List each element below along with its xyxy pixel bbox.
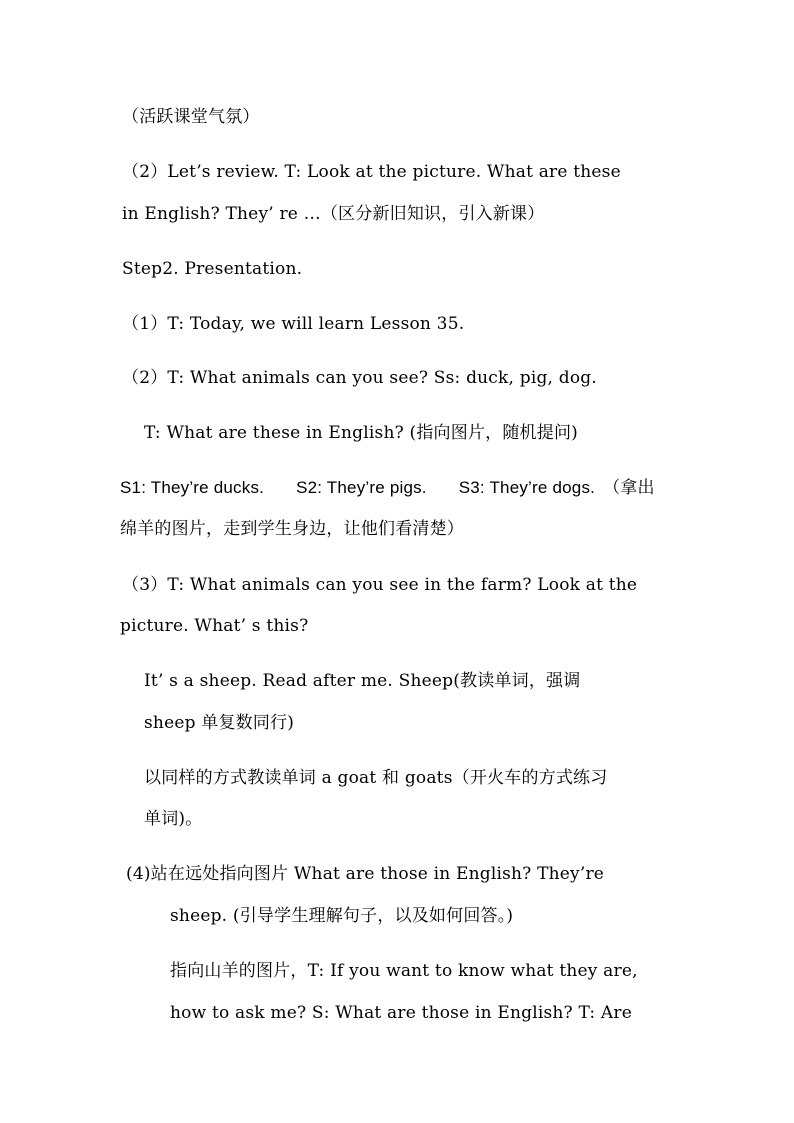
student-answer-s2: S2: They’re pigs. <box>296 478 427 497</box>
text-line-19: how to ask me? S: What are those in English? T: Are <box>170 1003 632 1023</box>
text-line-14: 以同样的方式教读单词 a goat 和 goats（开火车的方式练习 <box>144 768 608 788</box>
text-line-8 <box>120 477 655 499</box>
text-line-10: （3）T: What animals can you see in the farm? Look at the <box>122 575 638 595</box>
text-line-15: 单词)。 <box>144 809 203 829</box>
text-line-1: （活跃课堂气氛） <box>122 107 260 127</box>
student-answer-s1: S1: They’re ducks. <box>120 478 265 497</box>
text-line-6: （2）T: What animals can you see? Ss: duck, pig, dog. <box>122 368 597 388</box>
text-line-2: （2）Let’s review. T: Look at the picture. What are these <box>122 162 621 182</box>
text-line-4: Step2. Presentation. <box>122 259 303 279</box>
student-answer-s3: S3: They’re dogs. <box>458 478 596 497</box>
text-line-8-tail: （拿出 <box>603 478 655 498</box>
text-line-11: picture. What’ s this? <box>120 616 309 636</box>
text-line-13: sheep 单复数同行) <box>144 713 295 733</box>
text-line-17: sheep. (引导学生理解句子，以及如何回答。) <box>170 906 514 926</box>
text-line-16: (4)站在远处指向图片 What are those in English? They’re <box>126 864 605 884</box>
text-line-5: （1）T: Today, we will learn Lesson 35. <box>122 314 465 334</box>
text-line-18: 指向山羊的图片，T: If you want to know what they are, <box>170 961 638 981</box>
text-line-9: 绵羊的图片，走到学生身边，让他们看清楚） <box>120 519 464 539</box>
text-line-7: T: What are these in English? (指向图片，随机提问) <box>144 423 578 443</box>
text-line-12: It’ s a sheep. Read after me. Sheep(教读单词，强调 <box>144 671 581 691</box>
text-line-3: in English? They’ re …（区分新旧知识，引入新课） <box>122 204 545 224</box>
